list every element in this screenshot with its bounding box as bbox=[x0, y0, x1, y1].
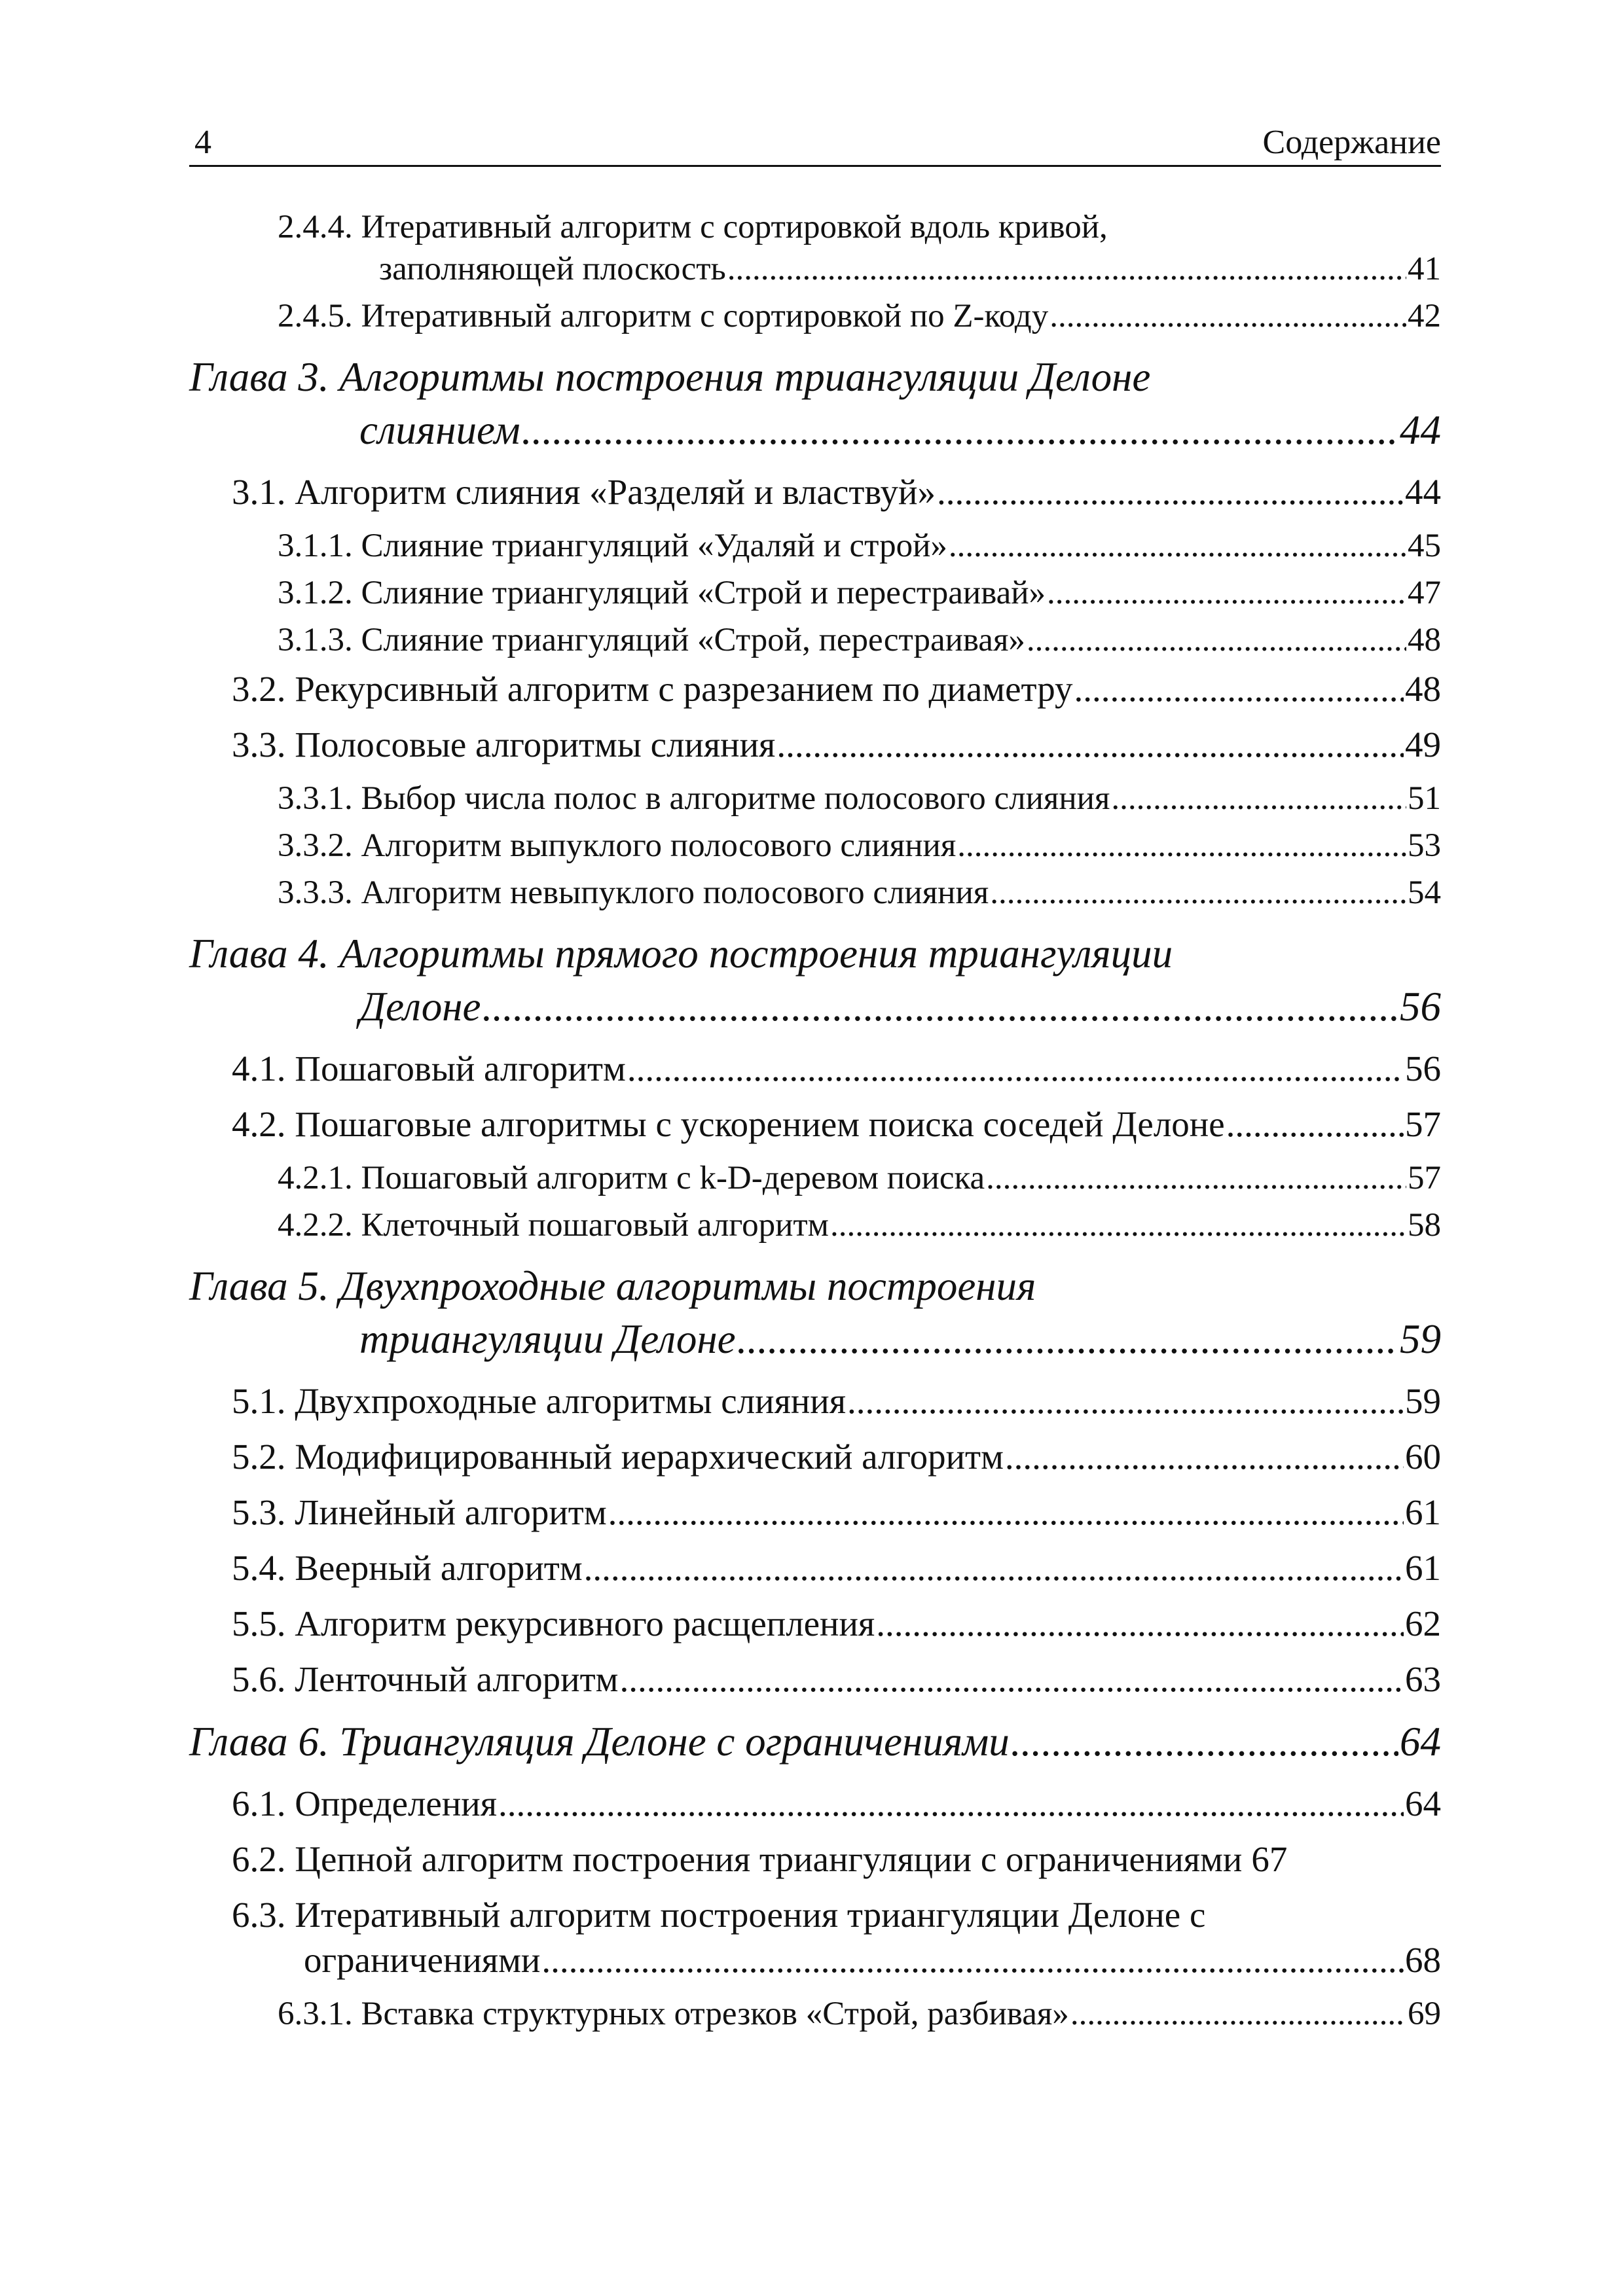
toc-page-number: 44 bbox=[1400, 407, 1441, 453]
toc-entry-title: Пошаговый алгоритм с k-D-деревом поиска bbox=[361, 1160, 985, 1196]
toc-page-number: 61 bbox=[1405, 1492, 1441, 1532]
dot-leader bbox=[619, 1659, 1404, 1700]
dot-leader bbox=[1011, 1718, 1398, 1766]
toc-entry-4-2-2[interactable] bbox=[189, 1206, 1441, 1244]
chapter-title-continued: триангуляции Делоне bbox=[359, 1316, 736, 1362]
toc-entry-5-1[interactable] bbox=[189, 1380, 1441, 1422]
toc-entry-number: 5.1. bbox=[232, 1381, 286, 1421]
toc-entry-3-3-2[interactable] bbox=[189, 827, 1441, 865]
toc-entry-number: 3.1.1. bbox=[278, 528, 353, 564]
toc-page-number: 57 bbox=[1408, 1160, 1441, 1196]
toc-page-number: 59 bbox=[1400, 1316, 1441, 1362]
toc-page-number: 53 bbox=[1408, 827, 1441, 864]
running-title: Содержание bbox=[1262, 124, 1441, 161]
toc-entry-title: Итеративный алгоритм с сортировкой по Z-коду bbox=[361, 298, 1049, 334]
toc-entry-3-1-1[interactable] bbox=[189, 527, 1441, 565]
chapter-title: Глава 6. Триангуляция Делоне с ограничениями bbox=[189, 1719, 1010, 1765]
toc-entry-number: 3.3.3. bbox=[278, 874, 353, 911]
toc-page-number: 62 bbox=[1405, 1604, 1441, 1643]
toc-entry-number: 4.2. bbox=[232, 1104, 286, 1144]
dot-leader bbox=[876, 1603, 1404, 1644]
toc-entry-3-3-1[interactable] bbox=[189, 780, 1441, 817]
dot-leader bbox=[584, 1547, 1404, 1588]
toc-entry-3-3[interactable] bbox=[189, 724, 1441, 765]
dot-leader bbox=[847, 1380, 1404, 1422]
toc-page-number: 49 bbox=[1405, 725, 1441, 764]
toc-page-number: 68 bbox=[1405, 1940, 1441, 1980]
toc-entry-4-2[interactable] bbox=[189, 1103, 1441, 1145]
dot-leader bbox=[627, 1048, 1404, 1089]
toc-page-number: 69 bbox=[1408, 1996, 1441, 2032]
toc-entry-title: Алгоритм невыпуклого полосового слияния bbox=[361, 874, 989, 911]
toc-entry-title: Алгоритм рекурсивного расщепления bbox=[295, 1604, 875, 1643]
toc-entry-title: Вставка структурных отрезков «Строй, разбивая» bbox=[361, 1996, 1069, 2032]
toc-page-number: 48 bbox=[1408, 622, 1441, 658]
dot-leader bbox=[737, 1316, 1398, 1363]
toc-page-number: 61 bbox=[1405, 1548, 1441, 1588]
toc-entry-title: Рекурсивный алгоритм с разрезанием по диаметру bbox=[295, 669, 1073, 709]
dot-leader bbox=[1049, 297, 1406, 335]
toc-entry-6-2[interactable] bbox=[189, 1839, 1441, 1880]
chapter-title-continued: Делоне bbox=[359, 984, 481, 1030]
toc-entry-title: Пошаговые алгоритмы с ускорением поиска соседей Делоне bbox=[295, 1104, 1225, 1144]
dot-leader bbox=[776, 724, 1404, 765]
toc-entry-number: 4.2.2. bbox=[278, 1207, 353, 1244]
dot-leader bbox=[727, 250, 1406, 288]
dot-leader bbox=[949, 527, 1406, 565]
page-header bbox=[189, 118, 1441, 167]
toc-entry-title: Клеточный пошаговый алгоритм bbox=[361, 1207, 829, 1244]
toc-entry-5-4[interactable] bbox=[189, 1547, 1441, 1588]
toc-entry-number: 5.3. bbox=[232, 1492, 286, 1532]
toc-entry-3-2[interactable] bbox=[189, 668, 1441, 709]
toc-entry-2-4-5[interactable] bbox=[189, 297, 1441, 335]
toc-entry-title: Итеративный алгоритм с сортировкой вдоль кривой, bbox=[361, 209, 1108, 245]
dot-leader bbox=[1226, 1103, 1404, 1145]
toc-page-number: 44 bbox=[1405, 472, 1441, 512]
toc-page-number: 59 bbox=[1405, 1381, 1441, 1421]
toc-entry-title: Веерный алгоритм bbox=[295, 1548, 583, 1588]
toc-chapter-3[interactable] bbox=[189, 353, 1441, 454]
toc-page-number: 56 bbox=[1400, 984, 1441, 1030]
toc-entry-6-3-1[interactable] bbox=[189, 1995, 1441, 2033]
toc-page-number: 64 bbox=[1405, 1784, 1441, 1823]
toc-entry-5-6[interactable] bbox=[189, 1659, 1441, 1700]
toc-page-number: 60 bbox=[1405, 1437, 1441, 1477]
toc-entry-number: 5.5. bbox=[232, 1604, 286, 1643]
toc-entry-3-3-3[interactable] bbox=[189, 874, 1441, 912]
toc-entry-number: 3.3. bbox=[232, 725, 286, 764]
dot-leader bbox=[608, 1492, 1404, 1533]
toc-page-number: 54 bbox=[1408, 874, 1441, 911]
toc-chapter-4[interactable] bbox=[189, 930, 1441, 1031]
page-number: 4 bbox=[194, 124, 211, 161]
toc-entry-2-4-4[interactable] bbox=[189, 208, 1441, 288]
toc-entry-title: Слияние триангуляций «Строй, перестраивая» bbox=[361, 622, 1025, 658]
dot-leader bbox=[830, 1206, 1406, 1244]
toc-entry-3-1-2[interactable] bbox=[189, 574, 1441, 612]
toc-entry-6-3[interactable] bbox=[189, 1894, 1441, 1981]
toc-chapter-6[interactable] bbox=[189, 1718, 1441, 1766]
dot-leader bbox=[957, 827, 1406, 865]
toc-entry-number: 3.2. bbox=[232, 669, 286, 709]
toc-entry-number: 3.1.3. bbox=[278, 622, 353, 658]
dot-leader bbox=[1111, 780, 1406, 817]
toc-entry-number: 5.2. bbox=[232, 1437, 286, 1477]
toc-entry-4-2-1[interactable] bbox=[189, 1159, 1441, 1197]
toc-entry-title: Линейный алгоритм bbox=[295, 1492, 607, 1532]
toc-entry-number: 6.3.1. bbox=[278, 1996, 353, 2032]
dot-leader bbox=[1005, 1436, 1404, 1477]
dot-leader bbox=[990, 874, 1406, 912]
toc-page-number: 58 bbox=[1408, 1207, 1441, 1244]
toc-entry-title: Алгоритм слияния «Разделяй и властвуй» bbox=[295, 472, 936, 512]
toc-page-number: 67 bbox=[1251, 1839, 1288, 1879]
toc-entry-5-3[interactable] bbox=[189, 1492, 1441, 1533]
dot-leader bbox=[522, 406, 1398, 454]
dot-leader bbox=[1074, 668, 1404, 709]
toc-entry-title: Итеративный алгоритм построения триангуляции Делоне с bbox=[295, 1895, 1206, 1935]
toc-page-number: 41 bbox=[1408, 251, 1441, 287]
toc-entry-title-continued: ограничениями bbox=[304, 1940, 541, 1980]
chapter-title: Глава 4. Алгоритмы прямого построения триангуляции bbox=[189, 931, 1173, 977]
toc-entry-number: 4.1. bbox=[232, 1049, 286, 1088]
chapter-title: Глава 3. Алгоритмы построения триангуляции Делоне bbox=[189, 354, 1151, 400]
toc-page-number: 51 bbox=[1408, 780, 1441, 817]
toc-entry-number: 3.1. bbox=[232, 472, 286, 512]
toc-entry-5-5[interactable] bbox=[189, 1603, 1441, 1644]
dot-leader bbox=[1047, 574, 1406, 612]
toc-page-number: 64 bbox=[1400, 1719, 1441, 1765]
dot-leader bbox=[986, 1159, 1406, 1197]
toc-entry-title: Ленточный алгоритм bbox=[295, 1659, 619, 1699]
toc-entry-title: Модифицированный иерархический алгоритм bbox=[295, 1437, 1004, 1477]
toc-entry-number: 3.3.1. bbox=[278, 780, 353, 817]
toc-entry-5-2[interactable] bbox=[189, 1436, 1441, 1477]
toc-entry-number: 5.6. bbox=[232, 1659, 286, 1699]
toc-entry-number: 4.2.1. bbox=[278, 1160, 353, 1196]
toc-entry-3-1-3[interactable] bbox=[189, 621, 1441, 659]
toc-chapter-5[interactable] bbox=[189, 1263, 1441, 1363]
toc-entry-title: Пошаговый алгоритм bbox=[295, 1049, 626, 1088]
toc-entry-title: Выбор числа полос в алгоритме полосового слияния bbox=[361, 780, 1110, 817]
dot-leader bbox=[937, 471, 1404, 512]
toc-page-number: 45 bbox=[1408, 528, 1441, 564]
toc-entry-6-1[interactable] bbox=[189, 1783, 1441, 1824]
toc-entry-title-continued: заполняющей плоскость bbox=[379, 251, 726, 287]
toc-page-number: 63 bbox=[1405, 1659, 1441, 1699]
chapter-title: Глава 5. Двухпроходные алгоритмы построения bbox=[189, 1263, 1036, 1309]
toc-entry-title: Цепной алгоритм построения триангуляции с ограничениями bbox=[295, 1839, 1243, 1879]
toc-page-number: 48 bbox=[1405, 669, 1441, 709]
dot-leader bbox=[1070, 1995, 1406, 2033]
toc-page-number: 57 bbox=[1405, 1104, 1441, 1144]
dot-leader bbox=[541, 1939, 1404, 1981]
toc-entry-title: Алгоритм выпуклого полосового слияния bbox=[361, 827, 957, 864]
toc-page-number: 42 bbox=[1408, 298, 1441, 334]
toc-entry-3-1[interactable] bbox=[189, 471, 1441, 512]
toc-entry-title: Полосовые алгоритмы слияния bbox=[295, 725, 776, 764]
toc-entry-4-1[interactable] bbox=[189, 1048, 1441, 1089]
toc-entry-number: 3.3.2. bbox=[278, 827, 353, 864]
table-of-contents bbox=[189, 208, 1441, 2042]
toc-entry-number: 6.1. bbox=[232, 1784, 286, 1823]
toc-page-number: 47 bbox=[1408, 575, 1441, 611]
toc-entry-number: 3.1.2. bbox=[278, 575, 353, 611]
toc-entry-number: 2.4.4. bbox=[278, 209, 353, 245]
toc-entry-title: Слияние триангуляций «Строй и перестраивай» bbox=[361, 575, 1046, 611]
toc-entry-title: Слияние триангуляций «Удаляй и строй» bbox=[361, 528, 947, 564]
toc-page-number: 56 bbox=[1405, 1049, 1441, 1088]
dot-leader bbox=[1027, 621, 1406, 659]
toc-entry-title: Двухпроходные алгоритмы слияния bbox=[295, 1381, 847, 1421]
dot-leader bbox=[498, 1783, 1404, 1824]
toc-entry-number: 5.4. bbox=[232, 1548, 286, 1588]
toc-entry-number: 6.2. bbox=[232, 1839, 286, 1879]
toc-entry-number: 2.4.5. bbox=[278, 298, 353, 334]
dot-leader bbox=[482, 983, 1398, 1031]
chapter-title-continued: слиянием bbox=[359, 407, 520, 453]
toc-entry-number: 6.3. bbox=[232, 1895, 286, 1935]
toc-entry-title: Определения bbox=[295, 1784, 498, 1823]
